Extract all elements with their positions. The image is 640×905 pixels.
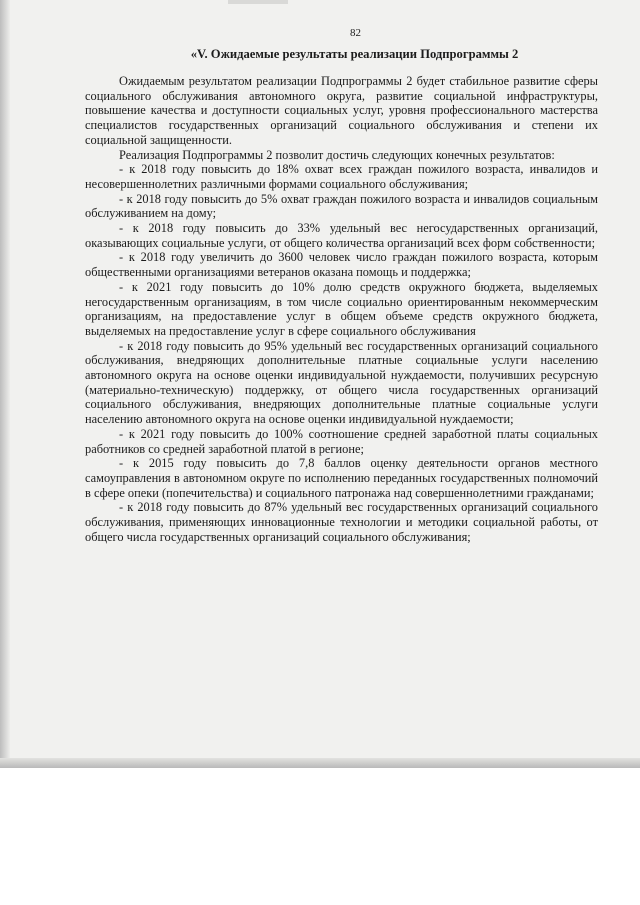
list-item: - к 2021 году повысить до 10% долю средств окружного бюджета, выделяемых негосударственным организациям, в том числе социально ориентированным некоммерческим организациям, на предоставление услуг в общем объеме средств окружного бюджета, выделяемых на предоставление услуг в сфере социального обслуживания — [85, 279, 598, 338]
list-item: - к 2015 году повысить до 7,8 баллов оценку деятельности органов местного самоуправления в автономном округе по исполнению переданных государственных полномочий в сфере опеки (попечительства) и социального патронажа над совершеннолетними гражданами; — [85, 456, 598, 500]
list-item: - к 2018 году повысить до 95% удельный вес государственных организаций социального обслуживания, внедряющих дополнительные платные социальные услуги населению автономного округа на основе оценки индивидуальной нуждаемости, получивших ресурсную (материально-техническую) поддержку, от общего числа государственных организаций социального обслуживания, внедряющих дополнительные платные социальные услуги населению автономного округа на основе оценки индивидуальной нуждаемости; — [85, 338, 598, 427]
paragraph-results-lead: Реализация Подпрограммы 2 позволит достичь следующих конечных результатов: — [119, 147, 555, 162]
list-item: - к 2018 году повысить до 33% удельный вес негосударственных организаций, оказывающих социальные услуги, от общего количества организаций всех форм собственности; — [85, 221, 598, 250]
list-item: - к 2018 году увеличить до 3600 человек число граждан пожилого возраста, которым общественными организациями ветеранов оказана помощь и поддержка; — [85, 250, 598, 280]
list-item: - к 2018 году повысить до 87% удельный вес государственных организаций социального обслуживания, применяющих инновационные технологии и методики социальной работы, от общего числа государственных организаций социального обслуживания; — [85, 500, 598, 544]
list-item: - к 2021 году повысить до 100% соотношение средней заработной платы социальных работников со средней заработной платой в регионе; — [85, 426, 598, 456]
section-title: «V. Ожидаемые результаты реализации Подпрограммы 2 — [190, 47, 519, 61]
document-body — [85, 26, 598, 545]
paragraph-intro: Ожидаемым результатом реализации Подпрограммы 2 будет стабильное развитие сферы социального обслуживания автономного округа, развитие социальной инфраструктуры, повышение качества и доступности социальных услуг, уровня профессионального мастерства специалистов государственных организаций социального обслуживания и степени их социальной защищенности. — [85, 74, 598, 147]
list-item: - к 2018 году повысить до 18% охват всех граждан пожилого возраста, инвалидов и несовершеннолетних различными формами социального обслуживания; — [85, 162, 598, 191]
page-number: 82 — [350, 27, 361, 39]
scan-bottom-shadow — [0, 758, 640, 768]
list-item: - к 2018 году повысить до 5% охват граждан пожилого возраста и инвалидов социальным обслуживанием на дому; — [85, 191, 598, 221]
scan-top-mark — [228, 0, 288, 4]
scan-left-shadow — [0, 0, 10, 768]
blank-margin — [0, 768, 640, 905]
